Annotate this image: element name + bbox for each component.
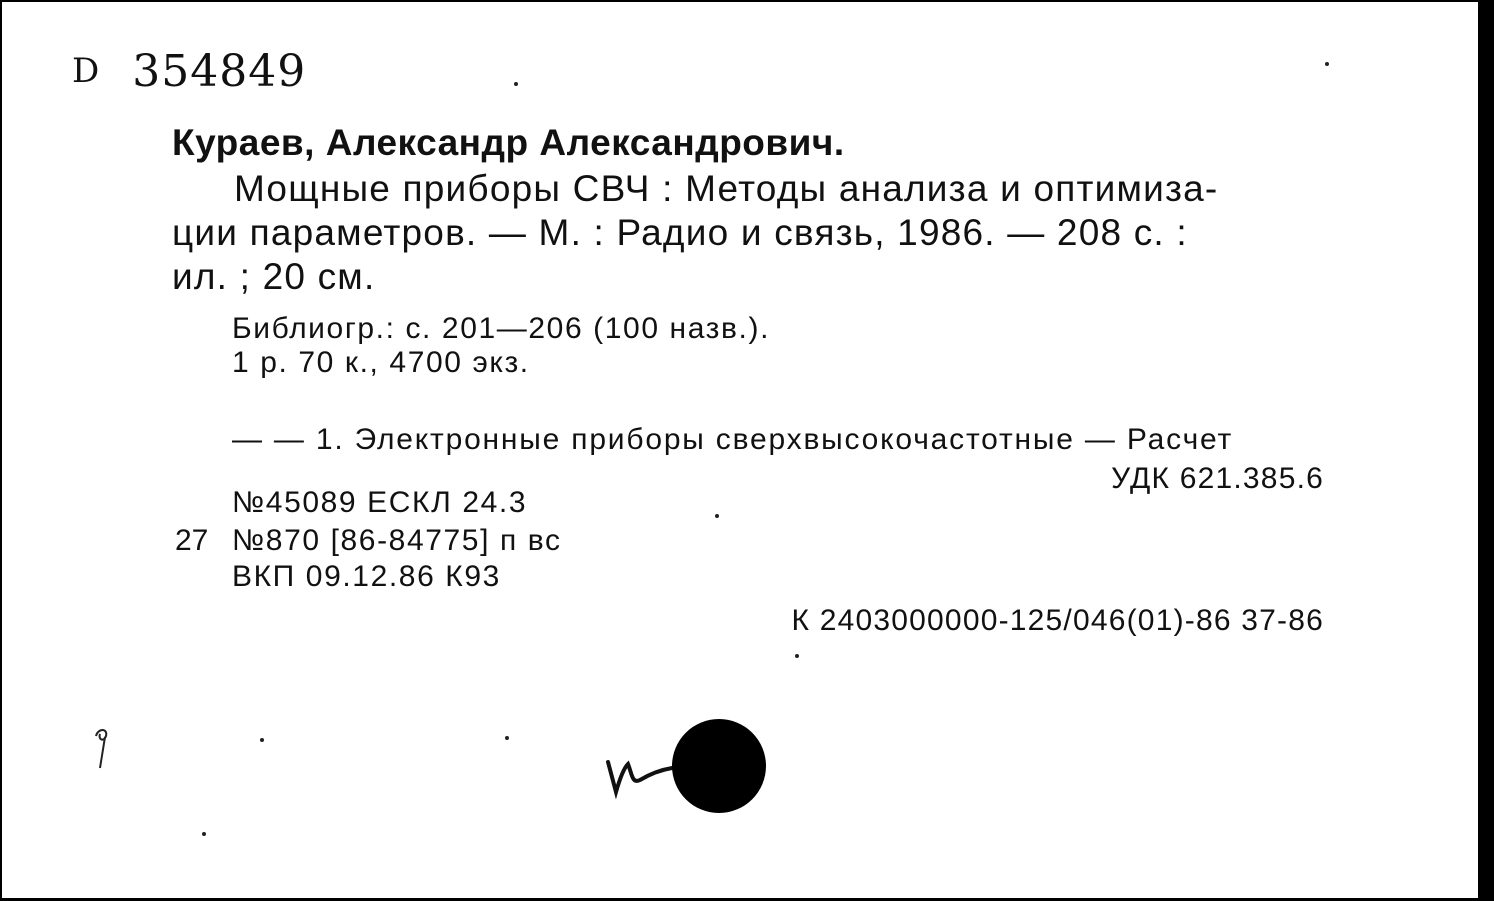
title-line-2: ции параметров. — М. : Радио и связь, 1986. — 208 с. : [172,212,1188,253]
bibliography-note: Библиогр.: с. 201—206 (100 назв.). [232,312,771,345]
card-edge-right [1480,0,1494,901]
title-line-3: ил. ; 20 см. [172,256,376,297]
speck [795,654,799,658]
handwritten-mark-icon [88,724,118,774]
author-heading: Кураев, Александр Александрович. [172,122,845,163]
record-line-2-number: 27 [175,524,209,557]
record-line-3: ВКП 09.12.86 К93 [232,560,501,593]
record-line-2: №870 [86-84775] п вс [232,524,562,557]
speck [514,82,518,86]
stamp-mark-icon [602,714,772,818]
title-line-1: Мощные приборы СВЧ : Методы анализа и оптимиза- [234,168,1219,209]
subject-heading: — — 1. Электронные приборы сверхвысокочастотные — Расчет [232,423,1234,456]
speck [260,738,264,742]
shelf-mark [72,46,307,97]
catalog-card [2,2,1478,898]
speck [505,736,509,740]
shelf-number: 354849 [132,46,307,97]
speck [715,514,719,518]
shelf-prefix: D [72,51,101,91]
speck [1325,62,1329,66]
udk-code: УДК 621.385.6 [1111,462,1324,495]
price-note: 1 р. 70 к., 4700 экз. [232,346,530,379]
k-code: К 2403000000-125/046(01)-86 37-86 [791,604,1324,637]
record-line-1: №45089 ЕСКЛ 24.3 [232,486,528,519]
speck [202,832,206,836]
